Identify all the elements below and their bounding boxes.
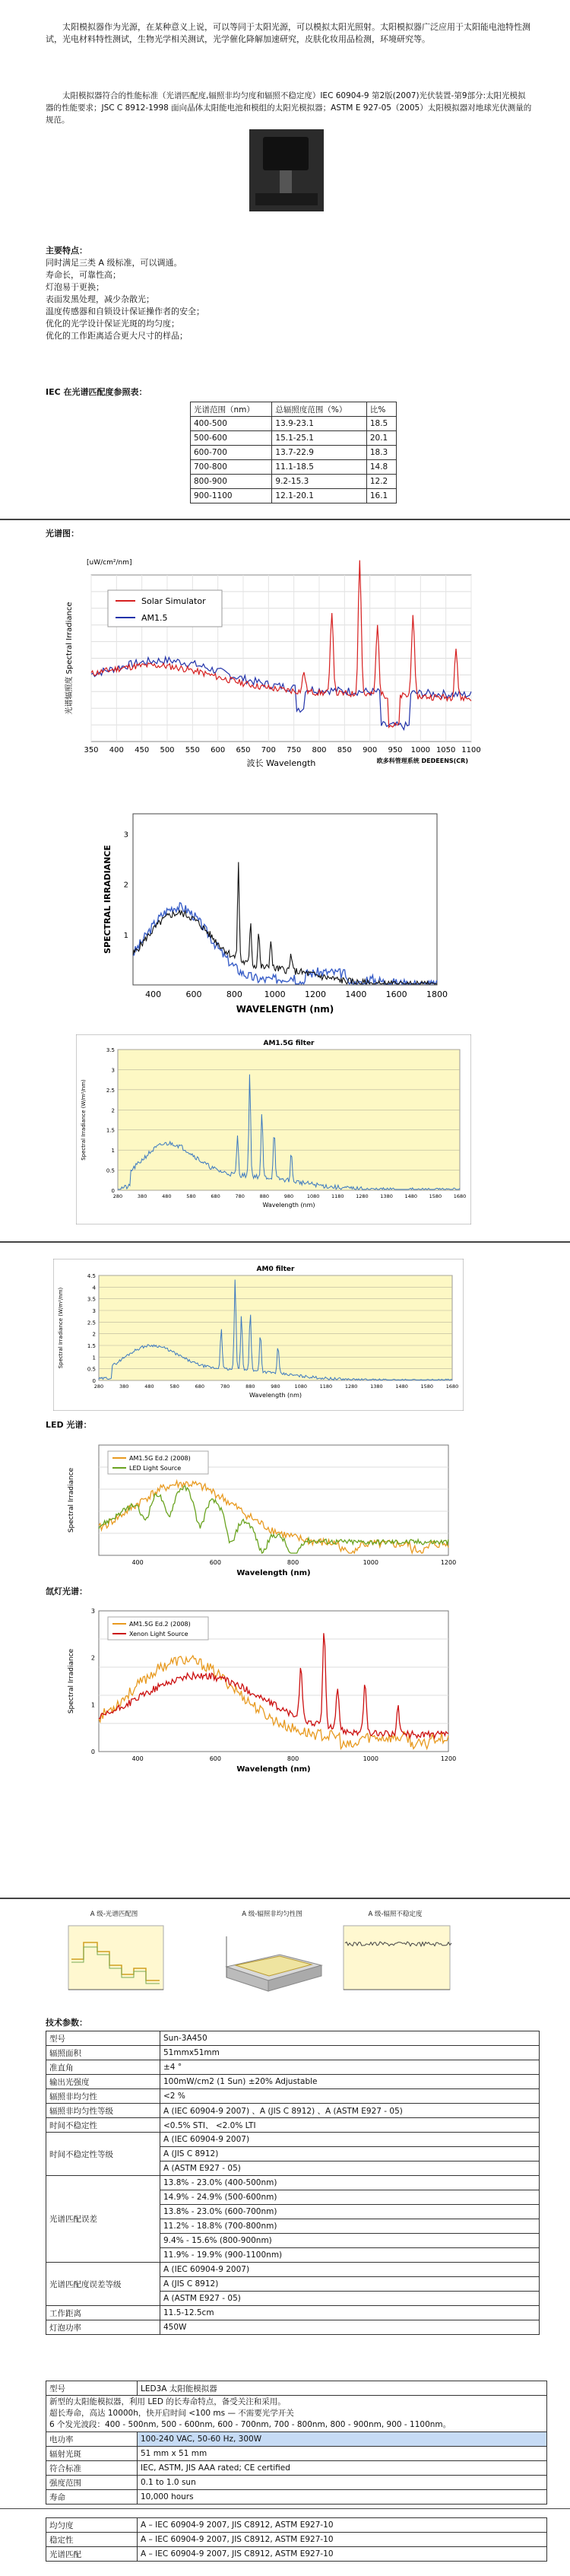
- x-tick-label: 680: [211, 1193, 220, 1199]
- table-row: [46, 2133, 540, 2147]
- x-axis-label: Wavelength (nm): [236, 1765, 311, 1774]
- y-axis-label: 光谱辐照度 Spectral Irradiance: [65, 602, 74, 715]
- table-row: [46, 2320, 540, 2335]
- spectral-irradiance-chart: [87, 799, 452, 1019]
- legend-label-am15g: AM1.5G Ed.2 (2008): [129, 1455, 191, 1462]
- xenon-spectrum-title: 氙灯光谱：: [46, 1587, 87, 1596]
- table-row: [46, 2060, 540, 2075]
- led-spectrum-title: LED 光谱：: [46, 1420, 92, 1430]
- intro-paragraph-2: 太阳模拟器符合的性能标准（光谱匹配度,辐照非均匀度和辐照不稳定度）IEC 60904-9 第2版(2007)光伏装置-第9部分:太阳光模拟器的性能要求；JSC C 8912-1998 面向晶体太阳能电池和模组的太阳光模拟器；ASTM E 927-05（2005）太阳模拟器对地球光伏测量的规范。: [46, 91, 532, 125]
- legend-label-source: Xenon Light Source: [129, 1631, 188, 1637]
- x-tick-label: 880: [259, 1193, 270, 1199]
- feature-item: 同时满足三类 A 级标准，可以调通。: [46, 258, 182, 268]
- table-cell: 准直角: [46, 2060, 160, 2075]
- xenon-spectrum-chart: [61, 1603, 456, 1778]
- table-cell: ±4 °: [160, 2060, 540, 2075]
- x-tick-label: 850: [337, 746, 352, 754]
- led-desc-line: 6 个发光波段：400 - 500nm, 500 - 600nm, 600 - 700nm, 700 - 800nm, 800 - 900nm, 900 - 1100nm。: [49, 2420, 451, 2429]
- x-tick-label: 1080: [306, 1193, 320, 1199]
- x-tick-label: 750: [287, 746, 302, 754]
- am15g-filter-chart: [76, 1034, 471, 1224]
- table-cell: 100mW/cm2 (1 Sun) ±20% Adjustable: [160, 2075, 540, 2089]
- y-tick-label: 2.5: [87, 1320, 96, 1326]
- table-cell: 14.8: [366, 460, 396, 475]
- page-separator: [0, 1241, 570, 1243]
- table-cell: 辐照非均匀性: [46, 2089, 160, 2104]
- table-row: [46, 2461, 547, 2476]
- x-axis-label: Wavelength (nm): [262, 1202, 315, 1209]
- x-tick-label: 800: [287, 1559, 299, 1566]
- table-row: [191, 446, 397, 460]
- intro-paragraph-1: 太阳模拟器作为光源，在某种意义上说，可以等同于太阳光源，可以模拟太阳光照射。太阳模拟器广泛应用于太阳能电池特性测试，光电材料特性测试，生物光学相关测试，光学催化降解加速研究，皮肤化妆用品检测，环境研究等。: [46, 22, 530, 44]
- y-tick-label: 3: [92, 1308, 96, 1314]
- table-cell: 辐射光斑: [46, 2447, 138, 2461]
- table-row: [46, 2381, 547, 2396]
- x-tick-label: 380: [119, 1383, 129, 1390]
- thumb-uniformity-graphic: [219, 1921, 325, 1996]
- table-cell: 寿命: [46, 2490, 138, 2505]
- table-row: [191, 431, 397, 446]
- table-cell: A (IEC 60904-9 2007) 、A (JIS C 8912) 、A (ASTM E927 - 05): [160, 2104, 540, 2118]
- x-tick-label: 1480: [404, 1193, 417, 1199]
- x-tick-label: 680: [195, 1383, 205, 1390]
- table-cell: 450W: [160, 2320, 540, 2335]
- table-cell: 500-600: [191, 431, 272, 446]
- y-tick-label: 0: [92, 1378, 96, 1384]
- table-row: [46, 2104, 540, 2118]
- x-tick-label: 280: [93, 1383, 104, 1390]
- y-tick-label: 1.5: [106, 1127, 115, 1134]
- x-tick-label: 600: [211, 746, 226, 754]
- plot-area: [133, 814, 437, 985]
- x-tick-label: 1400: [345, 989, 367, 999]
- table-row: [46, 2306, 540, 2320]
- table-cell: 符合标准: [46, 2461, 138, 2476]
- page-separator: [0, 2508, 570, 2509]
- table-header-cell: 光谱范围（nm）: [191, 402, 272, 417]
- feature-item: 优化的工作距离适合更大尺寸的样品；: [46, 331, 188, 341]
- x-axis-label: WAVELENGTH (nm): [236, 1004, 334, 1015]
- x-tick-label: 1000: [363, 1559, 378, 1566]
- table-cell: 型号: [46, 2381, 138, 2396]
- table-cell: 20.1: [366, 431, 396, 446]
- x-axis-label: Wavelength (nm): [236, 1569, 311, 1577]
- table-cell: 400-500: [191, 417, 272, 431]
- y-tick-label: 1: [111, 1148, 115, 1155]
- table-row: [46, 2533, 547, 2547]
- x-tick-label: 800: [226, 989, 242, 999]
- table-row: [46, 2447, 547, 2461]
- x-tick-label: 500: [160, 746, 175, 754]
- x-tick-label: 800: [287, 1755, 299, 1762]
- x-tick-label: 980: [283, 1193, 294, 1199]
- solar-simulator-photo: [249, 129, 324, 211]
- table-cell: 光谱匹配: [46, 2547, 138, 2562]
- y-axis-label: Spectral Irradiance (W/m²/nm): [81, 1079, 87, 1161]
- x-tick-label: 1280: [356, 1193, 369, 1199]
- table-cell: 稳定性: [46, 2533, 138, 2547]
- table-row: [191, 489, 397, 503]
- x-tick-label: 400: [131, 1755, 144, 1762]
- x-tick-label: 1380: [370, 1383, 383, 1390]
- table-cell: 51mmx51mm: [160, 2046, 540, 2060]
- led-spectrum-chart: [61, 1437, 456, 1578]
- table-cell: 9.2-15.3: [272, 475, 366, 489]
- y-tick-label: 1: [90, 1701, 95, 1709]
- y-tick-label: 3: [111, 1067, 115, 1074]
- x-tick-label: 700: [261, 746, 276, 754]
- watermark: 欧多科管理系统 DEDEENS(CR): [376, 758, 468, 764]
- table-cell: 11.5-12.5cm: [160, 2306, 540, 2320]
- x-tick-label: 1080: [294, 1383, 307, 1390]
- x-tick-label: 780: [235, 1193, 245, 1199]
- table-cell: 700-800: [191, 460, 272, 475]
- thumb-spectral-match-graphic: [61, 1921, 167, 1996]
- y-tick-label: 1: [123, 931, 128, 940]
- x-tick-label: 480: [162, 1193, 172, 1199]
- x-tick-label: 580: [186, 1193, 196, 1199]
- table-cell: 13.7-22.9: [272, 446, 366, 460]
- table-cell: 16.1: [366, 489, 396, 503]
- table-cell: 13.8% - 23.0% (400-500nm): [160, 2176, 540, 2190]
- am0-filter-chart: [53, 1259, 464, 1411]
- chart-title: AM1.5G filter: [263, 1040, 315, 1047]
- y-tick-label: 3.5: [87, 1296, 96, 1303]
- table-cell: 辐照非均匀性等级: [46, 2104, 160, 2118]
- table-cell: 800-900: [191, 475, 272, 489]
- x-tick-label: 480: [144, 1383, 154, 1390]
- table-cell: A – IEC 60904-9 2007, JIS C8912, ASTM E927-10: [138, 2533, 547, 2547]
- table-row: [46, 2089, 540, 2104]
- feature-item: 寿命长，可靠性高；: [46, 270, 121, 280]
- x-tick-label: 800: [312, 746, 327, 754]
- table-cell: A – IEC 60904-9 2007, JIS C8912, ASTM E927-10: [138, 2547, 547, 2562]
- x-tick-label: 350: [84, 746, 99, 754]
- table-cell: 11.2% - 18.8% (700-800nm): [160, 2219, 540, 2234]
- plot-area: [99, 1275, 452, 1380]
- x-tick-label: 600: [185, 989, 202, 999]
- legend-label-am15: AM1.5: [141, 613, 168, 623]
- iec-table-title: IEC 在光谱匹配度参照表：: [46, 387, 147, 397]
- table-cell: IEC, ASTM, JIS AAA rated; CE certified: [138, 2461, 547, 2476]
- y-tick-label: 1.5: [87, 1343, 96, 1349]
- spec-table-title: 技术参数：: [46, 2018, 87, 2028]
- y-tick-label: 1: [92, 1355, 96, 1361]
- y-axis-label: SPECTRAL IRRADIANCE: [103, 845, 112, 954]
- y-tick-label: 3: [123, 831, 128, 840]
- y-tick-label: 0: [111, 1188, 115, 1194]
- thumb-spectral-match: [61, 1909, 167, 1996]
- x-tick-label: 1580: [429, 1193, 442, 1199]
- table-cell: 电功率: [46, 2432, 138, 2447]
- feature-item: 表面发黑处理，减少杂散光；: [46, 294, 154, 304]
- y-axis-label: Spectral Irradiance: [68, 1467, 75, 1533]
- thumb-uniformity: [219, 1909, 325, 1996]
- table-cell: A (IEC 60904-9 2007): [160, 2133, 540, 2147]
- table-cell: 14.9% - 24.9% (500-600nm): [160, 2190, 540, 2205]
- x-tick-label: 650: [236, 746, 251, 754]
- y-tick-label: 2: [111, 1107, 115, 1114]
- feature-item: 优化的光学设计保证光斑的均匀度；: [46, 319, 179, 329]
- table-cell: 光谱匹配误差: [46, 2176, 160, 2263]
- x-tick-label: 1200: [440, 1559, 456, 1566]
- table-cell: 900-1100: [191, 489, 272, 503]
- table-cell: <0.5% STI、 <2.0% LTI: [160, 2118, 540, 2133]
- x-tick-label: 1800: [426, 989, 448, 999]
- x-tick-label: 1580: [420, 1383, 434, 1390]
- table-row: [191, 460, 397, 475]
- thumb-caption: A 级-光谱匹配图: [90, 1911, 138, 1918]
- x-tick-label: 1100: [461, 746, 481, 754]
- y-tick-label: 0.5: [106, 1167, 115, 1174]
- table-cell: 18.5: [366, 417, 396, 431]
- table-cell: 时间不稳定性等级: [46, 2133, 160, 2176]
- table-row: [191, 417, 397, 431]
- table-cell: LED3A 太阳能模拟器: [138, 2381, 547, 2396]
- thumb-caption: A 级-辐照不稳定度: [368, 1911, 423, 1918]
- chart-title: AM0 filter: [256, 1266, 295, 1273]
- x-tick-label: 1000: [410, 746, 431, 754]
- x-tick-label: 1380: [380, 1193, 393, 1199]
- x-tick-label: 280: [112, 1193, 123, 1199]
- table-row: [191, 402, 397, 417]
- x-tick-label: 400: [109, 746, 124, 754]
- legend-label-source: LED Light Source: [129, 1465, 182, 1472]
- table-cell: 辐照面积: [46, 2046, 160, 2060]
- spectrum-title: 光谱图：: [46, 529, 79, 538]
- table-cell: Sun-3A450: [160, 2031, 540, 2046]
- x-tick-label: 1000: [264, 989, 286, 999]
- y-unit-label: [uW/cm²/nm]: [87, 559, 132, 567]
- x-tick-label: 980: [271, 1383, 280, 1390]
- table-cell: 100-240 VAC, 50-60 Hz, 300W: [138, 2432, 547, 2447]
- table-row: [46, 2396, 547, 2432]
- x-tick-label: 1600: [385, 989, 407, 999]
- x-tick-label: 1000: [363, 1755, 378, 1762]
- x-axis-label: 波长 Wavelength: [246, 758, 316, 768]
- table-header-cell: 比%: [366, 402, 396, 417]
- feature-item: 灯泡易于更换；: [46, 282, 104, 292]
- table-cell: 0.1 to 1.0 sun: [138, 2476, 547, 2490]
- x-tick-label: 550: [185, 746, 200, 754]
- table-cell: 11.1-18.5: [272, 460, 366, 475]
- table-cell: 时间不稳定性: [46, 2118, 160, 2133]
- y-tick-label: 3: [90, 1608, 95, 1615]
- table-cell: A (ASTM E927 - 05): [160, 2161, 540, 2176]
- legend-label-am15g: AM1.5G Ed.2 (2008): [129, 1621, 191, 1628]
- x-tick-label: 400: [131, 1559, 144, 1566]
- led-desc-line: 新型的太阳能模拟器，利用 LED 的长寿命特点，备受关注和采用。: [49, 2397, 286, 2406]
- table-cell: 输出光强度: [46, 2075, 160, 2089]
- plot-area: [118, 1050, 460, 1190]
- x-tick-label: 400: [145, 989, 162, 999]
- y-tick-label: 0: [90, 1749, 95, 1755]
- table-cell: 灯泡功率: [46, 2320, 160, 2335]
- x-tick-label: 1480: [395, 1383, 408, 1390]
- x-tick-label: 600: [209, 1559, 221, 1566]
- table-row: [46, 2046, 540, 2060]
- x-tick-label: 900: [363, 746, 378, 754]
- table-cell: 18.3: [366, 446, 396, 460]
- features-title: 主要特点：: [46, 246, 87, 256]
- features-list: [46, 257, 532, 342]
- table-row: [46, 2176, 540, 2190]
- x-tick-label: 1200: [305, 989, 326, 999]
- legend-label-solar-simulator: Solar Simulator: [141, 596, 206, 606]
- x-tick-label: 950: [388, 746, 403, 754]
- spec-table: [46, 2031, 540, 2335]
- table-cell: 13.8% - 23.0% (600-700nm): [160, 2205, 540, 2219]
- table-cell: <2 %: [160, 2089, 540, 2104]
- table-cell: 9.4% - 15.6% (800-900nm): [160, 2234, 540, 2248]
- x-tick-label: 880: [245, 1383, 255, 1390]
- table-cell: [46, 2396, 547, 2432]
- y-tick-label: 0.5: [87, 1366, 96, 1373]
- x-tick-label: 1180: [319, 1383, 333, 1390]
- table-cell: 均匀度: [46, 2518, 138, 2533]
- table-row: [46, 2118, 540, 2133]
- table-cell: A – IEC 60904-9 2007, JIS C8912, ASTM E927-10: [138, 2518, 547, 2533]
- table-row: [46, 2547, 547, 2562]
- table-cell: A (IEC 60904-9 2007): [160, 2263, 540, 2277]
- table-cell: 12.2: [366, 475, 396, 489]
- table-cell: 工作距离: [46, 2306, 160, 2320]
- y-tick-label: 2: [92, 1331, 96, 1338]
- x-tick-label: 1280: [344, 1383, 358, 1390]
- x-tick-label: 600: [209, 1755, 221, 1762]
- table-cell: 型号: [46, 2031, 160, 2046]
- thumb-stability: [334, 1909, 456, 1996]
- x-tick-label: 1200: [440, 1755, 456, 1762]
- iec-table: [190, 402, 397, 503]
- x-tick-label: 450: [135, 746, 150, 754]
- y-tick-label: 2.5: [106, 1087, 115, 1094]
- y-axis-label: Spectral Irradiance (W/m²/nm): [58, 1287, 64, 1369]
- page-separator: [0, 1898, 570, 1899]
- table-row: [46, 2075, 540, 2089]
- table-cell: 光谱匹配度误差等级: [46, 2263, 160, 2306]
- y-axis-label: Spectral Irradiance: [68, 1648, 75, 1714]
- y-tick-label: 4: [92, 1285, 96, 1291]
- table-row: [46, 2490, 547, 2505]
- thumb-stability-graphic: [334, 1921, 456, 1996]
- y-tick-label: 4.5: [87, 1273, 96, 1279]
- table-row: [46, 2432, 547, 2447]
- table-cell: A (JIS C 8912): [160, 2277, 540, 2292]
- table-cell: 51 mm x 51 mm: [138, 2447, 547, 2461]
- feature-item: 温度传感器和自锁设计保证操作者的安全；: [46, 307, 204, 316]
- table-row: [46, 2518, 547, 2533]
- x-tick-label: 1680: [453, 1193, 467, 1199]
- table-row: [46, 2476, 547, 2490]
- x-tick-label: 780: [220, 1383, 230, 1390]
- led-spec-table: [46, 2381, 547, 2505]
- table-cell: 10,000 hours: [138, 2490, 547, 2505]
- thumb-caption: A 级-辐照非均匀性图: [242, 1911, 302, 1918]
- table-cell: 13.9-23.1: [272, 417, 366, 431]
- x-tick-label: 380: [137, 1193, 147, 1199]
- x-tick-label: 1180: [331, 1193, 344, 1199]
- table-header-cell: 总辐照度范围（%）: [272, 402, 366, 417]
- table-row: [46, 2031, 540, 2046]
- solar-simulator-vs-am15-chart: [61, 548, 486, 776]
- x-tick-label: 1680: [445, 1383, 459, 1390]
- page-separator: [0, 519, 570, 520]
- led-desc-line: 超长寿命，高达 10000h，快开启时间 <100 ms — 不需要光学开关: [49, 2409, 294, 2418]
- table-cell: A (ASTM E927 - 05): [160, 2292, 540, 2306]
- table-cell: 12.1-20.1: [272, 489, 366, 503]
- table-row: [46, 2263, 540, 2277]
- x-tick-label: 580: [169, 1383, 179, 1390]
- table-cell: 15.1-25.1: [272, 431, 366, 446]
- table-cell: 600-700: [191, 446, 272, 460]
- x-tick-label: 1050: [435, 746, 456, 754]
- y-tick-label: 3.5: [106, 1047, 115, 1053]
- table-row: [191, 475, 397, 489]
- x-axis-label: Wavelength (nm): [249, 1392, 302, 1399]
- table-cell: 11.9% - 19.9% (900-1100nm): [160, 2248, 540, 2263]
- y-tick-label: 2: [123, 881, 128, 890]
- led-grade-table: [46, 2517, 547, 2562]
- table-cell: A (JIS C 8912): [160, 2147, 540, 2161]
- table-cell: 强度范围: [46, 2476, 138, 2490]
- y-tick-label: 2: [90, 1654, 95, 1662]
